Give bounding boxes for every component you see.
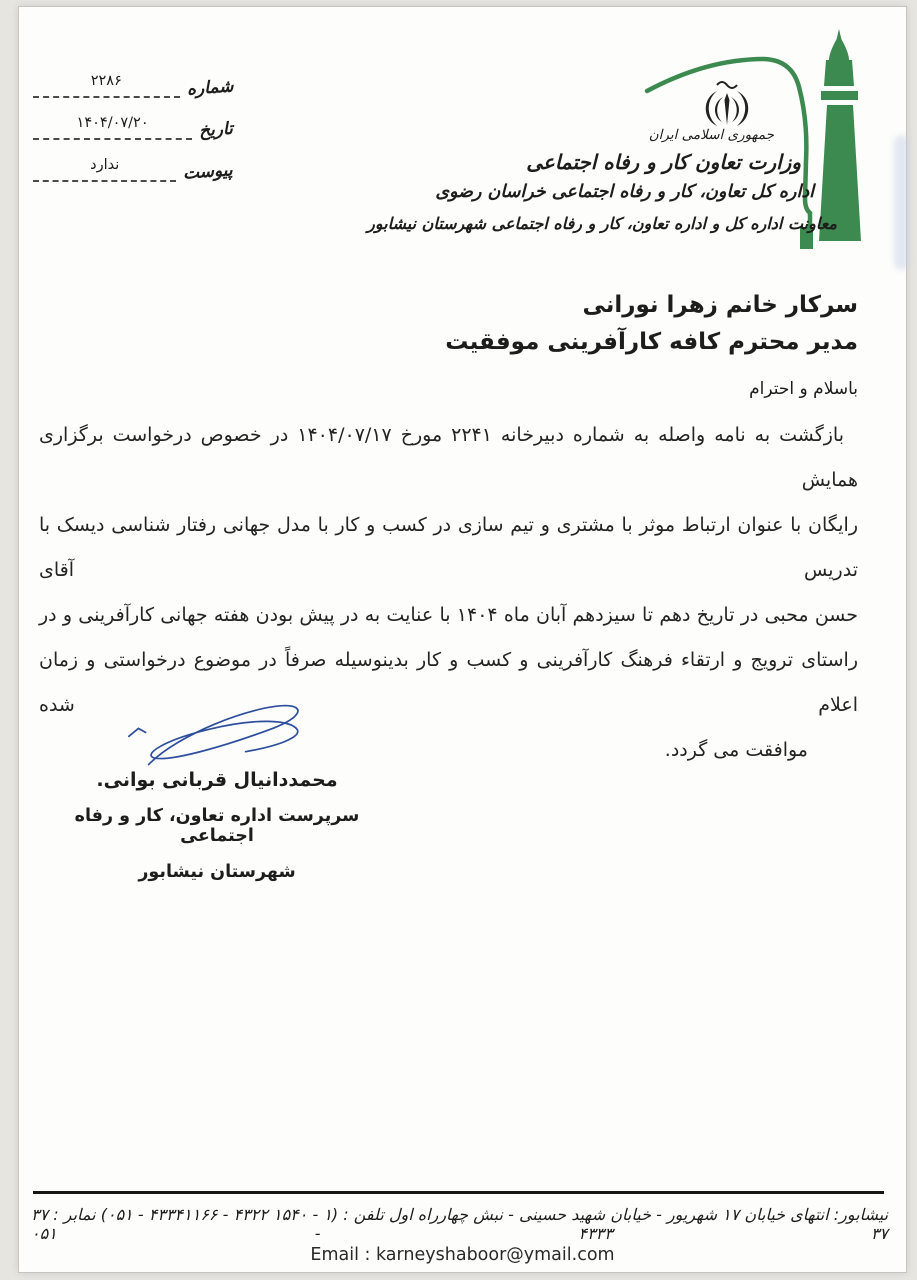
scan-artifact — [894, 135, 909, 270]
letterhead-office: معاونت اداره کل و اداره تعاون، کار و رفاه اجتماعی شهرستان نیشابور — [367, 214, 837, 233]
recipient-block — [445, 287, 858, 361]
body-line-1: بازگشت به نامه واصله به شماره دبیرخانه ۲۲۴۱ مورخ ۱۴۰۴/۰۷/۱۷ در خصوص درخواست برگزاری همایش — [39, 424, 858, 491]
body-line-3: حسن محبی در تاریخ دهم تا سیزدهم آبان ماه ۱۴۰۴ با عنایت به در پیش بودن هفته جهانی کارآفرینی و در — [39, 604, 858, 626]
meta-row-date — [33, 115, 233, 140]
letterhead-directorate: اداره کل تعاون، کار و رفاه اجتماعی خراسان رضوی — [435, 182, 814, 202]
meta-row-number — [33, 73, 233, 98]
letter-page — [18, 6, 907, 1273]
letterhead-ministry: وزارت تعاون کار و رفاه اجتماعی — [526, 150, 801, 174]
meta-row-attachment — [33, 157, 233, 182]
salutation: باسلام و احترام — [749, 379, 858, 399]
body-line-5: موافقت می گردد. — [664, 739, 808, 761]
footer-address: نیشابور: انتهای خیابان ۱۷ شهریور - خیابان شهید حسینی - نبش چهارراه اول تلفن : (۱ - ۱۵۴۰ ۴۳۲۲ - ۴۳۳۴۱۱۶۶ - ۰۵۱) نمابر : ۳۷ ۳۷ ۴۳۳۳ - ۰۵۱ — [31, 1205, 889, 1243]
signer-name: محمددانیال قربانی بوانی. — [96, 769, 338, 791]
recipient-name: سرکار خانم زهرا نورانی — [582, 292, 858, 318]
emblem-shadda — [717, 82, 737, 88]
date-value: ۱۴۰۴/۰۷/۲۰ — [33, 115, 192, 140]
attachment-label: پیوست — [182, 160, 234, 184]
date-label: تاریخ — [198, 118, 234, 142]
signature-ink — [127, 704, 302, 767]
body-line-2: رایگان با عنوان ارتباط موثر با مشتری و تیم سازی در کسب و کار با مدل جهانی رفتار شناسی دیسک با تدریس آقای — [39, 514, 858, 581]
body-line-4: راستای ترویج و ارتقاء فرهنگ کارآفرینی و کسب و کار بدینوسیله صرفاً در موضوع درخواستی و زمان اعلام شده — [39, 649, 858, 716]
number-label: شماره — [185, 76, 234, 100]
meta-fields — [33, 73, 233, 199]
signature-block — [61, 699, 373, 882]
letterhead-country: جمهوری اسلامی ایران — [648, 127, 774, 143]
attachment-value: ندارد — [33, 157, 176, 182]
footer-email: Email : karneyshaboor@ymail.com — [310, 1245, 615, 1265]
emblem-crescents — [706, 91, 749, 126]
signer-city: شهرستان نیشابور — [138, 862, 296, 882]
footer-divider — [33, 1191, 884, 1194]
signer-role: سرپرست اداره تعاون، کار و رفاه اجتماعی — [74, 806, 360, 846]
recipient-title: مدیر محترم کافه کارآفرینی موفقیت — [445, 329, 858, 355]
letterhead — [367, 7, 906, 272]
number-value: ۲۲۸۶ — [33, 73, 180, 98]
